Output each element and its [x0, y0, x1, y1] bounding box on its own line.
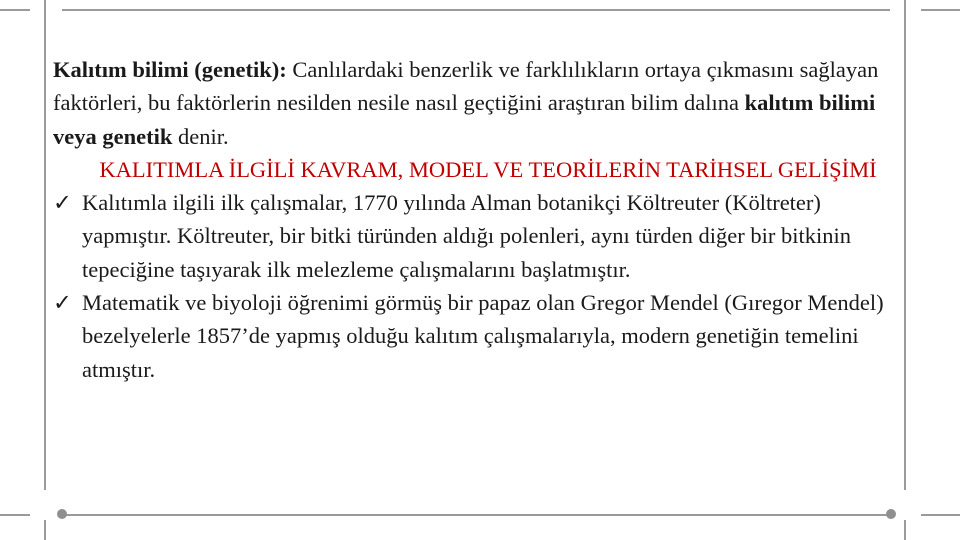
frame-line: [44, 0, 46, 30]
frame-line: [904, 30, 906, 490]
intro-text: Canlılardaki benzerlik ve farklılıkların ortaya çıkmasını sağlayan faktörleri, bu faktörlerin nesilden nesile nasıl geçtiğini araştıran bilim dalına: [53, 57, 879, 116]
frame-line: [0, 514, 30, 516]
frame-line: [921, 9, 960, 11]
frame-line: [0, 9, 30, 11]
frame-line: [904, 0, 906, 30]
frame-line: [44, 520, 46, 540]
slide-content: [53, 53, 893, 386]
frame-line: [62, 9, 890, 11]
intro-term-2: kalıtım bilimi veya genetik: [53, 90, 876, 149]
checkmark-icon: ✓: [53, 290, 72, 316]
intro-paragraph: [53, 53, 893, 153]
section-heading: KALITIMLA İLGİLİ KAVRAM, MODEL VE TEORİLERİN TARİHSEL GELİŞİMİ: [99, 156, 877, 182]
frame-line: [921, 514, 960, 516]
frame-line: [62, 514, 890, 516]
intro-text-end: denir.: [172, 123, 229, 149]
checkmark-icon: ✓: [53, 190, 72, 216]
frame-line: [44, 30, 46, 490]
list-item: [53, 186, 893, 286]
bullet-list: [53, 186, 893, 386]
list-item: [53, 286, 893, 386]
intro-term: Kalıtım bilimi (genetik):: [53, 57, 287, 82]
list-item-text: Matematik ve biyoloji öğrenimi görmüş bir papaz olan Gregor Mendel (Gıregor Mendel) bezelyelerle 1857’de yapmış olduğu kalıtım çalışmalarıyla, modern genetiğin temelini atmıştır.: [82, 290, 884, 382]
frame-dot: [886, 509, 896, 519]
frame-dot: [57, 509, 67, 519]
list-item-text: Kalıtımla ilgili ilk çalışmalar, 1770 yılında Alman botanikçi Költreuter (Költreter) yapmıştır. Költreuter, bir bitki türünden aldığı polenleri, aynı türden diğer bir bitkinin tepeciğine taşıyarak ilk melezleme çalışmalarını başlatmıştır.: [82, 190, 851, 282]
frame-line: [904, 520, 906, 540]
